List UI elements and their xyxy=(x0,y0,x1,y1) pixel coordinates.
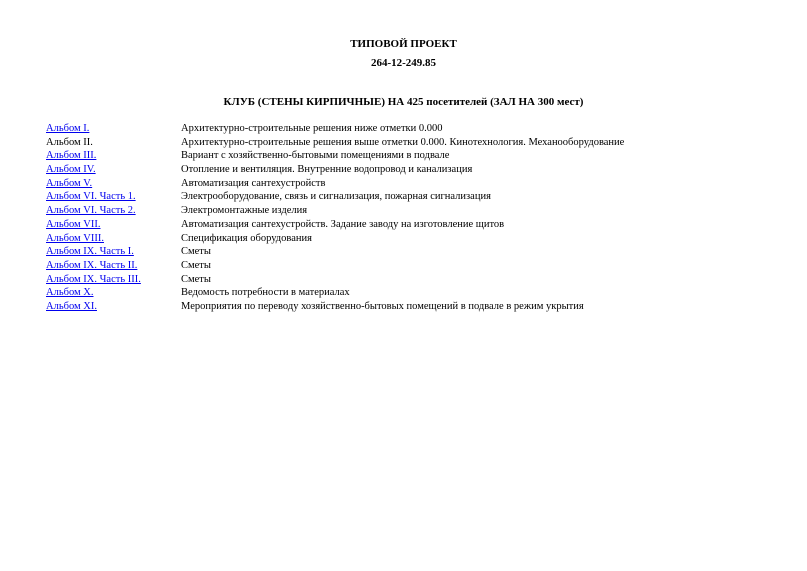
album-description: Ведомость потребности в материалах xyxy=(181,287,350,299)
album-description: Электромонтажные изделия xyxy=(181,205,308,217)
album-description: Сметы xyxy=(181,246,211,258)
album-name[interactable]: Альбом I. xyxy=(46,123,90,134)
album-row xyxy=(46,177,786,191)
album-row xyxy=(46,163,786,177)
album-row xyxy=(46,149,786,163)
album-row xyxy=(46,232,786,246)
album-description: Мероприятия по переводу хозяйственно-бытовых помещений в подвале в режим укрытия xyxy=(181,300,584,312)
album-row xyxy=(46,273,786,287)
album-description: Спецификация оборудования xyxy=(181,232,312,244)
album-row xyxy=(46,218,786,232)
album-row xyxy=(46,204,786,218)
album-name[interactable]: Альбом III. xyxy=(46,150,97,162)
album-name[interactable]: Альбом IX. Часть II. xyxy=(46,259,138,271)
album-name[interactable]: Альбом XI. xyxy=(46,300,97,312)
album-name[interactable]: Альбом VI. Часть 1. xyxy=(46,191,136,203)
album-name[interactable]: Альбом VIII. xyxy=(46,232,104,244)
album-description: Сметы xyxy=(181,273,211,285)
album-row xyxy=(46,300,786,314)
album-description: Автоматизация сантехустройств. Задание заводу на изготовление щитов xyxy=(181,218,505,230)
album-name[interactable]: Альбом IX. Часть I. xyxy=(46,246,134,258)
album-name[interactable]: Альбом VI. Часть 2. xyxy=(46,205,136,217)
album-description: Архитектурно-строительные решения ниже отметки 0.000 xyxy=(181,123,443,134)
album-description: Отопление и вентиляция. Внутренние водопровод и канализация xyxy=(181,164,473,176)
album-row xyxy=(46,286,786,300)
album-row xyxy=(46,136,786,150)
album-description: Сметы xyxy=(181,259,211,271)
album-row xyxy=(46,259,786,273)
album-description: Архитектурно-строительные решения выше отметки 0.000. Кинотехнология. Механооборудование xyxy=(181,136,625,148)
album-list xyxy=(46,122,786,314)
album-name[interactable]: Альбом IV. xyxy=(46,164,96,176)
album-name[interactable]: Альбом IX. Часть III. xyxy=(46,273,141,285)
album-row xyxy=(46,190,786,204)
album-description: Электрооборудование, связь и сигнализация, пожарная сигнализация xyxy=(181,191,491,203)
album-name[interactable]: Альбом VII. xyxy=(46,218,101,230)
album-description: Автоматизация сантехустройств xyxy=(181,177,326,189)
project-name: КЛУБ (СТЕНЫ КИРПИЧНЫЕ) НА 425 посетителей (ЗАЛ НА 300 мест) xyxy=(223,96,584,108)
project-number: 264-12-249.85 xyxy=(370,57,437,69)
album-row xyxy=(46,245,786,259)
album-name: Альбом II. xyxy=(46,136,93,148)
album-name[interactable]: Альбом V. xyxy=(46,177,93,189)
album-row xyxy=(46,122,786,136)
album-name[interactable]: Альбом X. xyxy=(46,287,94,299)
project-type-title: ТИПОВОЙ ПРОЕКТ xyxy=(350,38,457,50)
album-description: Вариант с хозяйственно-бытовыми помещениями в подвале xyxy=(181,150,450,162)
